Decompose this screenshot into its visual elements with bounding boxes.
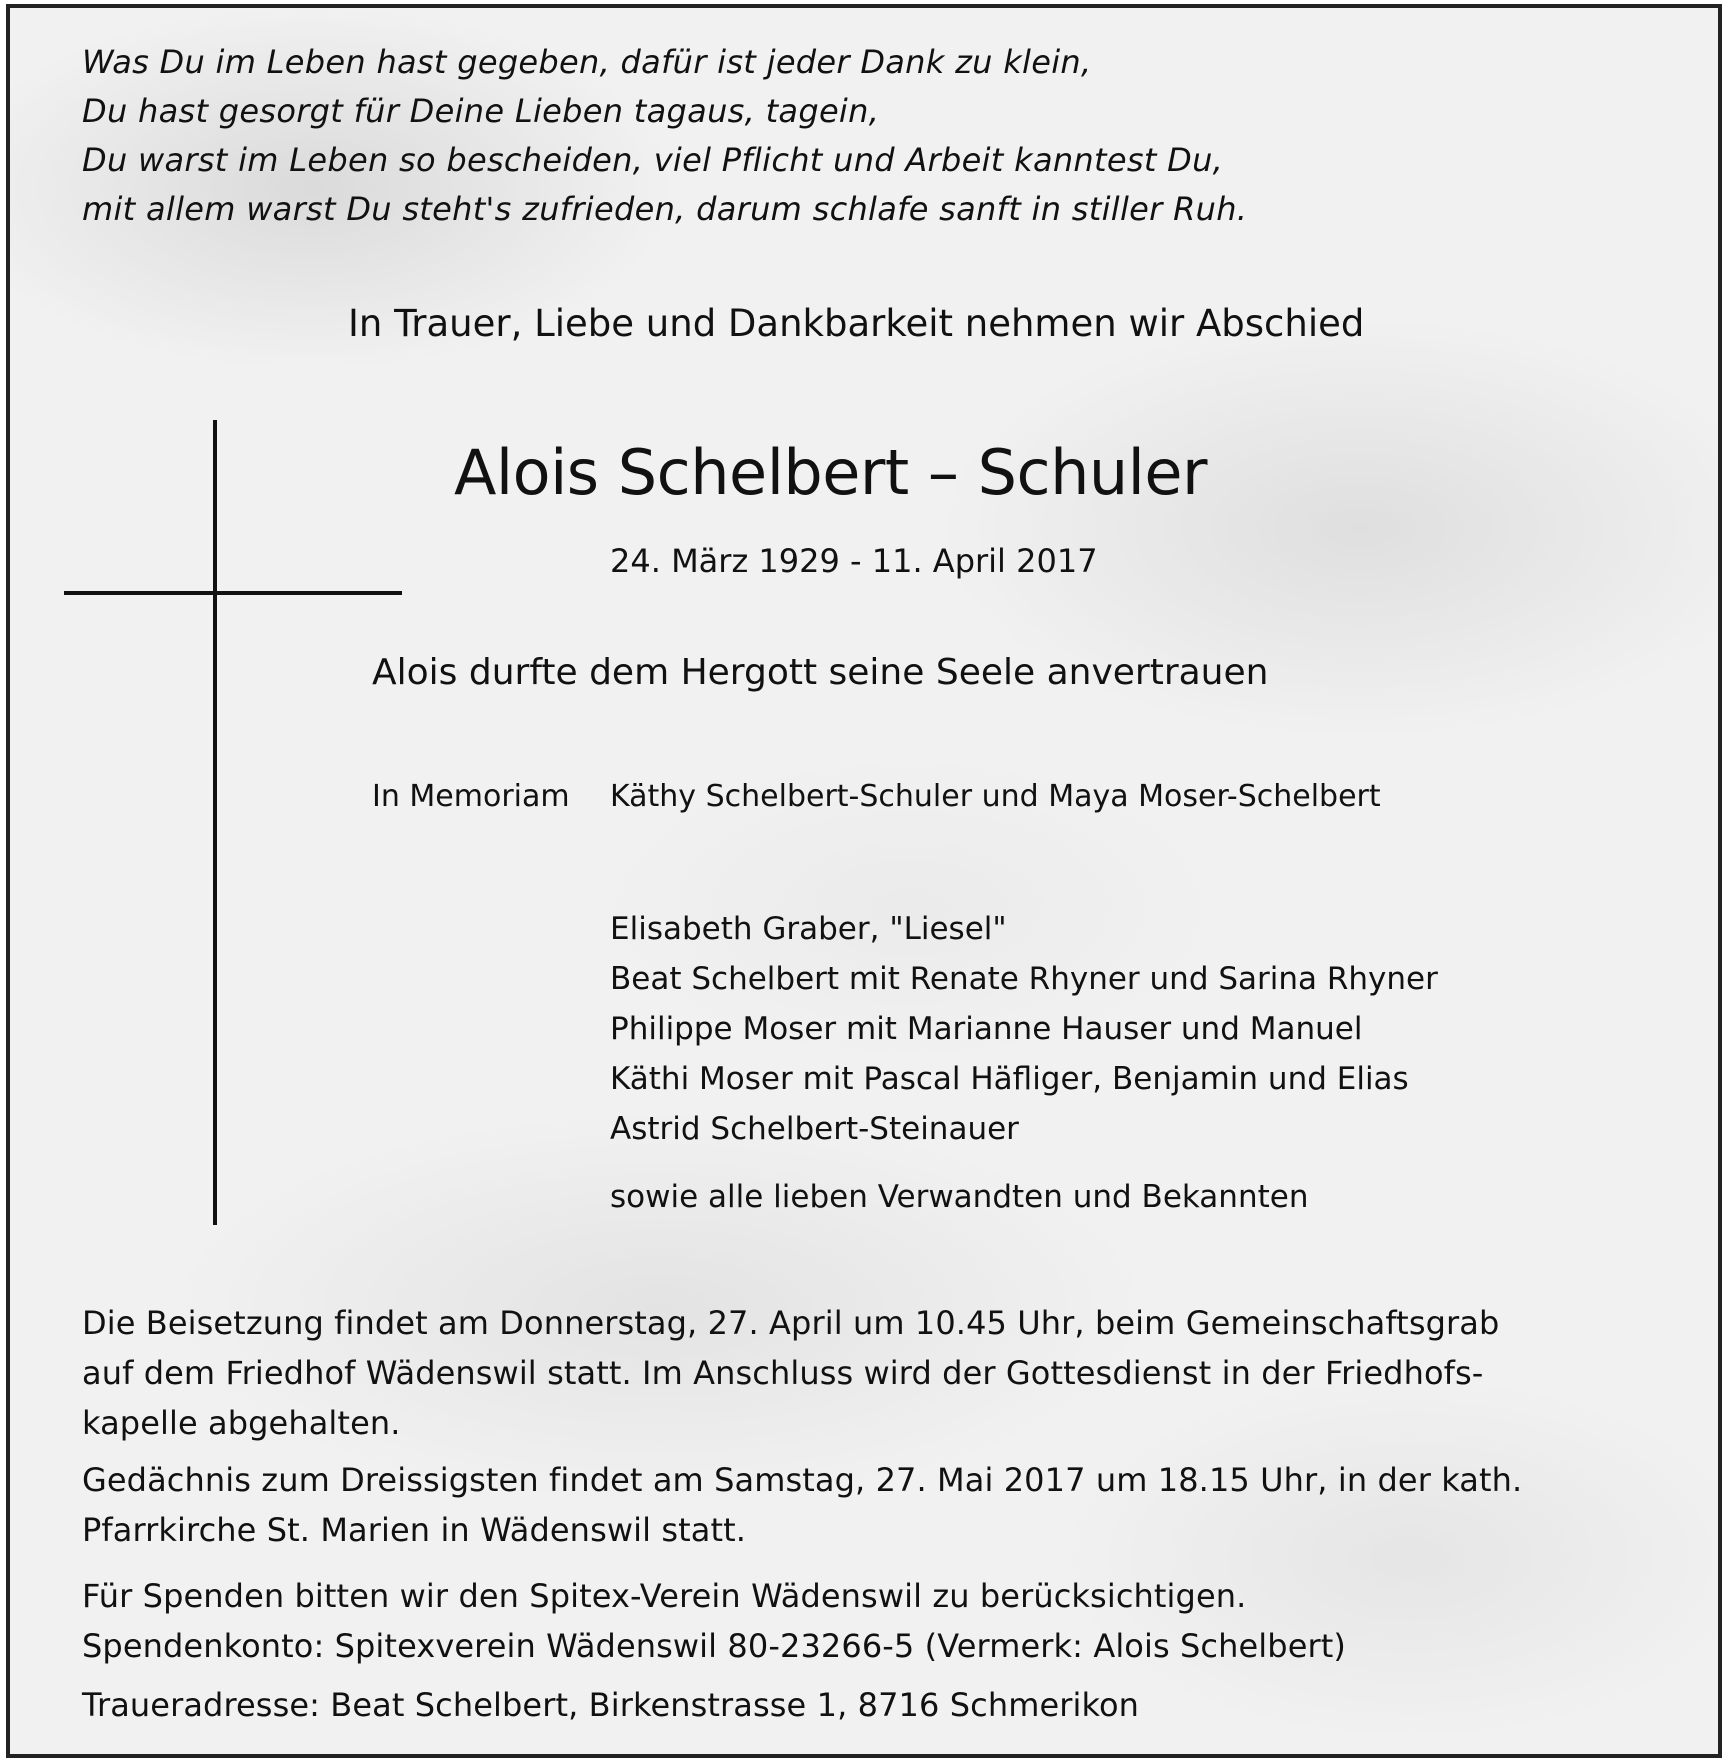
cross-vertical-bar (213, 420, 217, 1225)
obituary-card (6, 4, 1722, 1758)
poem-line: mit allem warst Du steht's zufrieden, darum schlafe sanft in stiller Ruh. (82, 190, 1248, 228)
farewell-intro: In Trauer, Liebe und Dankbarkeit nehmen wir Abschied (348, 302, 1365, 345)
memorial-line: Gedächnis zum Dreissigsten findet am Samstag, 27. Mai 2017 um 18.15 Uhr, in der kath. (82, 1461, 1523, 1499)
burial-line: kapelle abgehalten. (82, 1404, 401, 1442)
deceased-name: Alois Schelbert – Schuler (454, 436, 1208, 509)
donation-info (82, 1571, 1346, 1671)
donation-line: Für Spenden bitten wir den Spitex-Verein Wädenswil zu berücksichtigen. (82, 1577, 1247, 1615)
mourner-line: Elisabeth Graber, "Liesel" (610, 911, 1007, 947)
life-dates: 24. März 1929 - 11. April 2017 (610, 542, 1098, 580)
memorial-line: Pfarrkirche St. Marien in Wädenswil statt. (82, 1511, 747, 1549)
mourner-line: Philippe Moser mit Marianne Hauser und Manuel (610, 1011, 1363, 1047)
mourners-list (610, 904, 1438, 1154)
mourning-address: Traueradresse: Beat Schelbert, Birkenstrasse 1, 8716 Schmerikon (82, 1686, 1140, 1724)
burial-info (82, 1298, 1499, 1448)
donation-line: Spendenkonto: Spitexverein Wädenswil 80-23266-5 (Vermerk: Alois Schelbert) (82, 1627, 1346, 1665)
subline: Alois durfte dem Hergott seine Seele anvertrauen (372, 652, 1269, 693)
burial-line: Die Beisetzung findet am Donnerstag, 27. April um 10.45 Uhr, beim Gemeinschaftsgrab (82, 1304, 1500, 1342)
memoriam-names: Käthy Schelbert-Schuler und Maya Moser-Schelbert (610, 779, 1381, 814)
mourner-line: Beat Schelbert mit Renate Rhyner und Sarina Rhyner (610, 961, 1438, 997)
mourner-line: Käthi Moser mit Pascal Häfliger, Benjamin und Elias (610, 1061, 1409, 1097)
poem-line: Was Du im Leben hast gegeben, dafür ist jeder Dank zu klein, (82, 43, 1092, 81)
cross-horizontal-bar (64, 591, 402, 595)
memorial-service-info (82, 1455, 1522, 1555)
burial-line: auf dem Friedhof Wädenswil statt. Im Anschluss wird der Gottesdienst in der Friedhofs- (82, 1354, 1484, 1392)
relatives-line: sowie alle lieben Verwandten und Bekannten (610, 1179, 1309, 1215)
memoriam-label: In Memoriam (372, 779, 570, 814)
poem (82, 38, 1247, 234)
poem-line: Du hast gesorgt für Deine Lieben tagaus, tagein, (82, 92, 880, 130)
poem-line: Du warst im Leben so bescheiden, viel Pflicht und Arbeit kanntest Du, (82, 141, 1224, 179)
mourner-line: Astrid Schelbert-Steinauer (610, 1111, 1019, 1147)
